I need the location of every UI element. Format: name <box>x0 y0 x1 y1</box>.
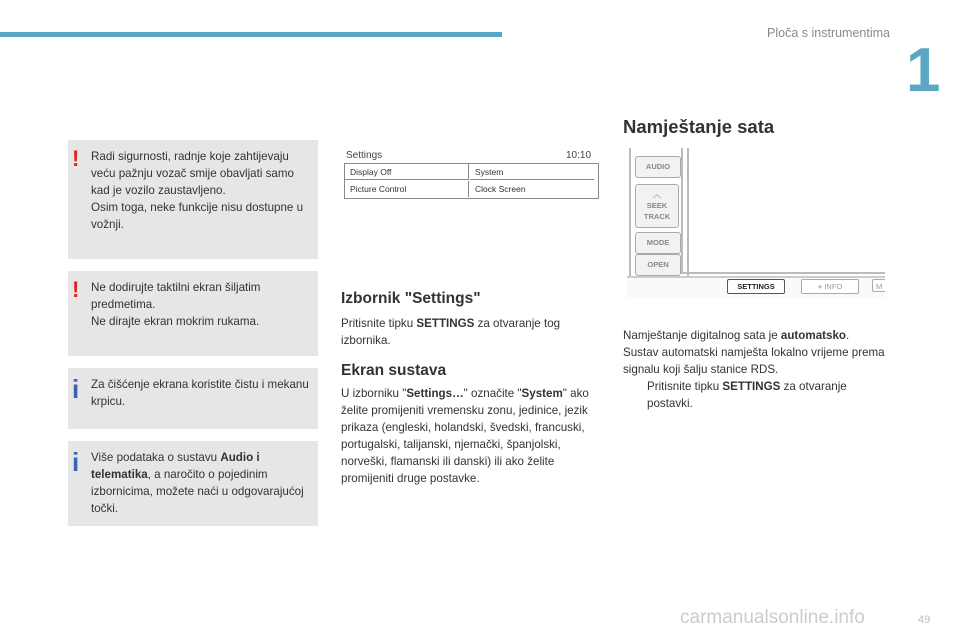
device-screen <box>681 148 885 274</box>
settings-menu-grid <box>344 163 599 199</box>
settings-screen-title: Settings <box>346 150 383 161</box>
bold-text: SETTINGS <box>416 317 475 330</box>
chapter-number: 1 <box>906 36 941 105</box>
text: " ako želite promijeniti vremensku zonu, jedinice, jezik prikaza (engleski, holandski, švedski, francuski, portugalski, talijanski, njemački, španjolski, norveški, flamanski ili danski) ili ako želite promijeniti druge postavke. <box>341 387 589 485</box>
clock-bullet <box>623 378 885 412</box>
note-line <box>91 449 313 517</box>
open-button[interactable]: OPEN <box>635 254 681 276</box>
info-button[interactable] <box>801 279 859 294</box>
button-label: INFO <box>824 282 843 291</box>
info-icon: i <box>72 374 80 404</box>
page-number: 49 <box>918 614 931 626</box>
text: Pritisnite tipku <box>341 317 417 330</box>
settings-button[interactable]: SETTINGS <box>727 279 785 294</box>
bold-text: System <box>521 387 563 400</box>
clock-text <box>623 327 885 412</box>
audio-unit-illustration <box>627 148 885 298</box>
watermark: carmanualsonline.info <box>680 607 865 628</box>
note-line: Ne dirajte ekran mokrim rukama. <box>91 315 260 328</box>
note-line: Osim toga, neke funkcije nisu dostupne u vožnji. <box>91 201 304 231</box>
menu-item-display-off[interactable]: Display Off <box>345 164 469 180</box>
note-text <box>91 279 313 330</box>
text: za otvaranje postavki. <box>647 380 847 410</box>
settings-menu-text <box>341 315 601 349</box>
section-title: Ploča s instrumentima <box>767 26 890 40</box>
warning-icon: ! <box>72 277 80 302</box>
clock-heading: Namještanje sata <box>623 116 775 137</box>
header-accent-bar <box>0 32 502 37</box>
text: Više podataka o sustavu <box>91 451 221 464</box>
text: U izborniku " <box>341 387 407 400</box>
system-screen-heading: Ekran sustava <box>341 362 447 379</box>
menu-item-picture-control[interactable]: Picture Control <box>345 181 469 197</box>
dot-icon: ● <box>817 282 825 291</box>
note-text <box>91 376 313 410</box>
settings-menu-heading: Izbornik "Settings" <box>341 290 481 307</box>
info-note-audio <box>68 441 318 526</box>
menu-item-clock-screen[interactable]: Clock Screen <box>475 184 526 194</box>
text: . <box>845 329 850 342</box>
text: Sustav automatski namješta lokalno vrijeme prema signalu koji šalju stanice RDS. <box>623 346 885 376</box>
text: Pritisnite tipku <box>647 380 723 393</box>
button-label: SEEK TRACK <box>643 201 671 221</box>
text: , a naročito o pojedinim izbornicima, možete naći u odgovarajućoj točki. <box>91 468 304 515</box>
text: " označite " <box>463 387 522 400</box>
note-line: Za čišćenje ekrana koristite čistu i mekanu krpicu. <box>91 378 309 408</box>
system-screen-text <box>341 385 603 487</box>
bold-text: Settings… <box>406 387 464 400</box>
text: za otvaranje tog izbornika. <box>341 317 561 347</box>
bold-text: SETTINGS <box>722 380 781 393</box>
settings-screen-time: 10:10 <box>566 150 592 161</box>
note-text <box>91 148 313 233</box>
warning-note-safety <box>68 140 318 259</box>
bold-text: automatsko <box>780 329 846 342</box>
text: Namještanje digitalnog sata je <box>623 329 781 342</box>
audio-button[interactable]: AUDIO <box>635 156 681 178</box>
chevron-up-icon: ︿ <box>653 190 661 199</box>
note-line: Ne dodirujte taktilni ekran šiljatim predmetima. <box>91 281 261 311</box>
warning-note-screen <box>68 271 318 356</box>
menu-item-system[interactable]: System <box>470 164 594 180</box>
bold-text: Audio i telematika <box>91 451 260 481</box>
seek-track-button[interactable] <box>635 184 679 228</box>
partial-button[interactable]: M <box>872 279 885 292</box>
note-line: Radi sigurnosti, radnje koje zahtijevaju veću pažnju vozač smije obavljati samo kad je vozilo zaustavljeno. <box>91 150 294 197</box>
note-text <box>91 449 313 517</box>
info-note-cleaning <box>68 368 318 429</box>
warning-icon: ! <box>72 146 80 171</box>
mode-button[interactable]: MODE <box>635 232 681 254</box>
info-icon: i <box>72 447 80 477</box>
